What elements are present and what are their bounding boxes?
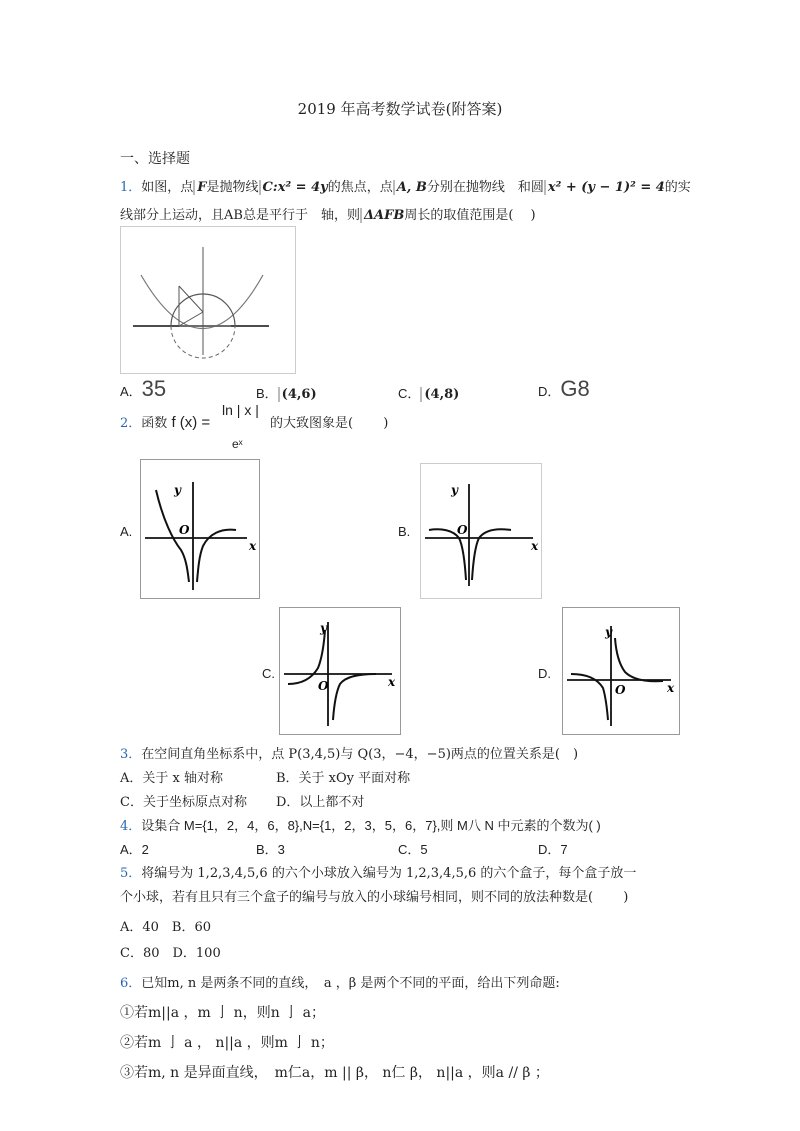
math-triangle: ΔAFB [360, 208, 404, 223]
question-number: 3． [120, 747, 142, 762]
text: 分别在抛物线 和圆 [426, 180, 544, 195]
function-label: f (x) = [171, 414, 211, 431]
question-1-figure [120, 226, 296, 374]
graph-d-label[interactable]: D. [538, 666, 551, 681]
option-value: 35 [141, 376, 167, 401]
origin-label: O [179, 523, 190, 537]
option-a[interactable] [120, 376, 166, 402]
graph-c-label[interactable]: C. [262, 666, 275, 681]
question-5-line-2: 个小球，若有且只有三个盒子的编号与放入的小球编号相同，则不同的放法种数是( ) [120, 890, 629, 905]
graph-a-label[interactable]: A. [120, 524, 133, 539]
graph-a-plot [141, 460, 259, 598]
question-2-line [120, 412, 210, 431]
parabola-circle-diagram [121, 227, 295, 373]
origin-label: O [318, 679, 329, 693]
origin-label: O [457, 523, 468, 537]
proposition-3: ③若m, n 是异面直线， m仁a，m || β， n仁 β， n||a ，则a // β ； [120, 1065, 549, 1081]
q3-option-a[interactable]: A．关于 x 轴对称 [120, 771, 223, 786]
option-letter: B． [256, 386, 278, 401]
graph-b[interactable] [420, 463, 542, 599]
fraction-numerator: ln | x | [222, 402, 259, 418]
graph-d-plot [563, 608, 679, 734]
option-value: (4,6) [278, 387, 317, 402]
q3-option-c[interactable]: C．关于坐标原点对称 [120, 795, 247, 810]
question-1-line-1 [120, 176, 691, 195]
q4-option-d[interactable]: D．7 [538, 842, 568, 857]
text: 设集合 M={1，2，4，6，8},N={1，2，3，5，6，7},则 M八 N 中元素的个数为( ) [141, 818, 601, 833]
math-circle: x² + (y − 1)² = 4 [544, 180, 665, 195]
x-axis-label: x [531, 539, 539, 553]
text: 线部分上运动，且AB总是平行于 轴，则 [120, 208, 360, 223]
y-axis-label: y [451, 483, 458, 497]
option-letter: A． [120, 384, 142, 399]
question-2-tail: 的大致图象是( ) [270, 416, 389, 431]
fraction-denominator: eˣ [232, 437, 243, 451]
question-number: 6． [120, 976, 142, 991]
question-3-line [120, 743, 578, 762]
graph-b-label[interactable]: B. [398, 524, 411, 539]
graph-c-plot [280, 608, 400, 734]
x-axis-label: x [667, 681, 675, 695]
option-d[interactable] [538, 376, 590, 402]
option-value: G8 [560, 376, 590, 401]
math-AB: A, B [393, 180, 427, 195]
text: 的实 [664, 180, 691, 195]
q4-option-c[interactable]: C．5 [398, 842, 428, 857]
x-axis-label: x [388, 675, 396, 689]
question-number: 5． [120, 866, 142, 881]
proposition-2: ②若m 亅 a ， n||a ，则m 亅 n； [120, 1035, 334, 1051]
text: 周长的取值范围是( ) [404, 208, 536, 223]
q3-option-b[interactable]: B．关于 xOy 平面对称 [276, 771, 411, 786]
q3-option-d[interactable]: D．以上都不对 [276, 795, 365, 810]
option-letter: C． [398, 386, 421, 401]
option-letter: D． [538, 384, 561, 399]
math-F: F [193, 180, 206, 195]
q5-options-ab[interactable]: A．40 B．60 [120, 920, 212, 935]
question-6-intro [120, 972, 560, 991]
q5-options-cd[interactable]: C．80 D．100 [120, 946, 221, 961]
page-title: 2019 年高考数学试卷(附答案) [297, 100, 503, 118]
math-parabola: C:x² = 4y [259, 180, 328, 195]
question-1-line-2 [120, 204, 536, 223]
section-heading: 一、选择题 [120, 151, 190, 167]
graph-a[interactable] [140, 459, 260, 599]
text: 函数 [141, 416, 168, 431]
q4-option-b[interactable]: B．3 [256, 842, 285, 857]
text: 的焦点，点 [327, 180, 393, 195]
y-axis-label: y [320, 621, 327, 635]
q4-option-a[interactable]: A．2 [120, 842, 149, 857]
question-5-line-1 [120, 862, 636, 881]
option-b[interactable] [256, 383, 317, 402]
graph-d[interactable] [562, 607, 680, 735]
question-number: 2． [120, 416, 142, 431]
question-4-line [120, 815, 601, 834]
text: 是抛物线 [206, 180, 259, 195]
y-axis-label: y [174, 483, 181, 497]
graph-c[interactable] [279, 607, 401, 735]
x-axis-label: x [249, 539, 257, 553]
graph-b-plot [421, 464, 541, 598]
text: 将编号为 1,2,3,4,5,6 的六个小球放入编号为 1,2,3,4,5,6 的六个盒子，每个盒子放一 [141, 866, 637, 881]
text: 已知m, n 是两条不同的直线， a ，β 是两个不同的平面，给出下列命题: [141, 976, 560, 991]
proposition-1: ①若m||a ，m 亅 n，则n 亅 a； [120, 1005, 325, 1021]
question-number: 1． [120, 180, 142, 195]
option-value: (4,8) [420, 387, 459, 402]
question-number: 4． [120, 819, 142, 834]
origin-label: O [615, 683, 626, 697]
text: 如图，点 [141, 180, 194, 195]
text: 在空间直角坐标系中，点 P(3,4,5)与 Q(3，−4，−5)两点的位置关系是( ) [141, 747, 579, 762]
option-c[interactable] [398, 383, 459, 402]
y-axis-label: y [605, 625, 612, 639]
